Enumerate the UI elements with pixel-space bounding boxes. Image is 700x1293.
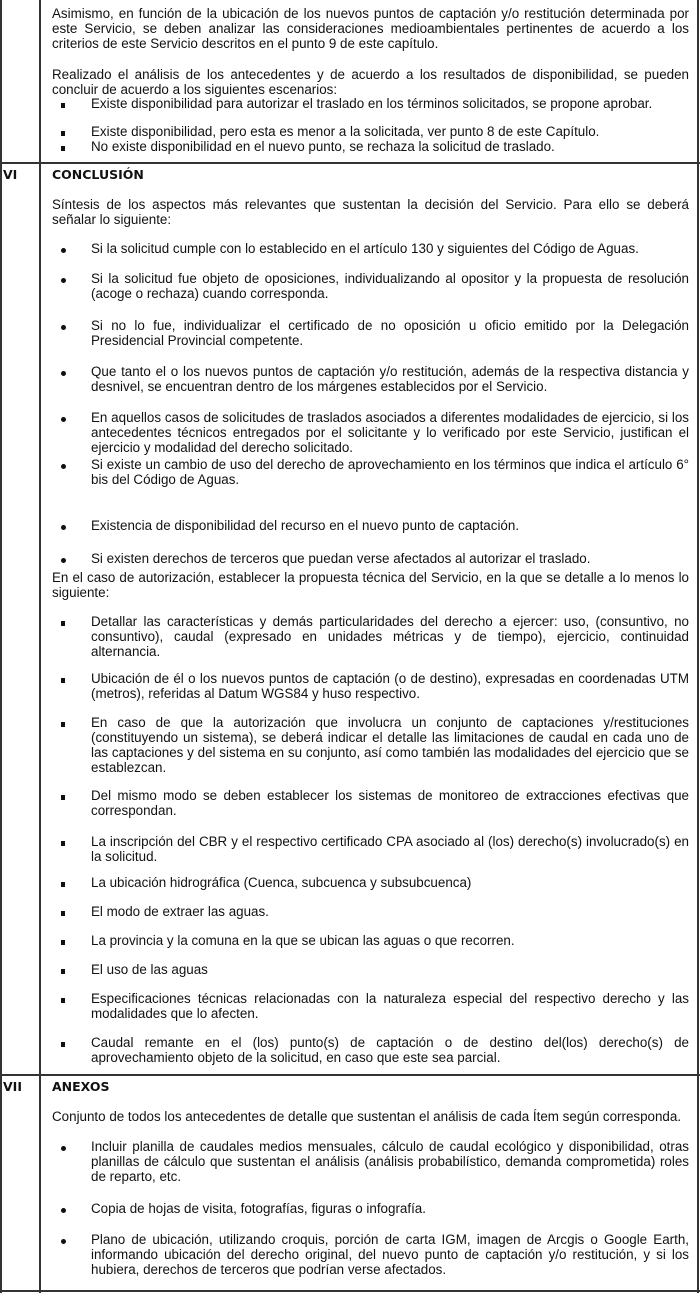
square-bullet-icon xyxy=(61,904,65,919)
list-item-text: No existe disponibilidad en el nuevo punto, se rechaza la solicitud de traslado. xyxy=(91,139,555,154)
list-item xyxy=(52,788,689,818)
paragraph: Asimismo, en función de la ubicación de los nuevos puntos de captación y/o restitución determinada por este Servicio, se deben analizar las consideraciones medioambientales pertinentes de acuerdo a los criterios de este Servicio descritos en el punto 9 de este capítulo. xyxy=(52,6,689,51)
square-bullet-icon xyxy=(61,139,65,154)
list-item-text: Copia de hojas de visita, fotografías, figuras o infografía. xyxy=(91,1201,426,1216)
list-item-text: Incluir planilla de caudales medios mensuales, cálculo de caudal ecológico y disponibilidad, otras planillas de cálculo que sustentan el análisis (análisis probabilístico, demanda comprometida) roles de reparto, etc. xyxy=(91,1139,689,1184)
row-divider-vi xyxy=(0,162,700,164)
list-item xyxy=(52,410,689,455)
list-item xyxy=(52,271,689,301)
list-item-text: La inscripción del CBR y el respectivo certificado CPA asociado al (los) derecho(s) involucrado(s) en la solicitud. xyxy=(91,834,689,864)
square-bullet-icon xyxy=(61,788,65,803)
list-item-text: Si la solicitud cumple con lo establecido en el artículo 130 y siguientes del Código de Aguas. xyxy=(91,241,639,256)
list-item xyxy=(52,1232,689,1277)
table-border-bottom xyxy=(0,1290,700,1292)
round-bullet-icon xyxy=(61,551,66,566)
square-bullet-icon xyxy=(61,671,65,686)
list-item-text: Ubicación de él o los nuevos puntos de captación (o de destino), expresadas en coordenadas UTM (metros), referidas al Datum WGS84 y huso respectivo. xyxy=(91,671,689,701)
square-bullet-icon xyxy=(61,933,65,948)
list-item-text: Plano de ubicación, utilizando croquis, porción de carta IGM, imagen de Arcgis o Google Earth, informando ubicación del derecho original, del nuevo punto de captación y/o restitución, y si los hubiera, derechos de terceros que podrían verse afectados. xyxy=(91,1232,689,1277)
round-bullet-icon xyxy=(61,241,66,256)
list-item-text: Que tanto el o los nuevos puntos de captación y/o restitución, además de la respectiva distancia y desnivel, se encuentran dentro de los márgenes establecidos por el Servicio. xyxy=(91,364,689,394)
round-bullet-icon xyxy=(61,318,66,333)
list-item-text: Caudal remante en el (los) punto(s) de captación o de destino del(los) derecho(s) de aprovechamiento objeto de la solicitud, en caso que este sea parcial. xyxy=(91,1035,689,1065)
list-item xyxy=(52,991,689,1021)
square-bullet-icon xyxy=(61,614,65,629)
table-border-left xyxy=(0,0,2,1293)
list-item-text: Existe disponibilidad para autorizar el traslado en los términos solicitados, se propone aprobar. xyxy=(91,96,653,111)
section-title: ANEXOS xyxy=(52,1079,110,1094)
list-item-text: Detallar las características y demás particularidades del derecho a ejercer: uso, (consuntivo, no consuntivo), caudal (expresado en unidades métricas y de tiempo), ejercicio, continuidad alternancia. xyxy=(91,614,689,659)
list-item xyxy=(52,457,689,487)
paragraph: En el caso de autorización, establecer la propuesta técnica del Servicio, en la que se detalle a lo menos lo siguiente: xyxy=(52,570,689,600)
list-item xyxy=(52,933,689,948)
list-item-text: Especificaciones técnicas relacionadas con la naturaleza especial del respectivo derecho y las modalidades que lo afecten. xyxy=(91,991,689,1021)
table-border-right xyxy=(697,0,699,1293)
paragraph: Síntesis de los aspectos más relevantes que sustentan la decisión del Servicio. Para ello se deberá señalar lo siguiente: xyxy=(52,197,689,227)
round-bullet-icon xyxy=(61,518,66,533)
list-item xyxy=(52,318,689,348)
round-bullet-icon xyxy=(61,1201,66,1216)
list-item xyxy=(52,671,689,701)
round-bullet-icon xyxy=(61,364,66,379)
list-item-text: Del mismo modo se deben establecer los sistemas de monitoreo de extracciones efectivas que correspondan. xyxy=(91,788,689,818)
list-item-text: Si existen derechos de terceros que puedan verse afectados al autorizar el traslado. xyxy=(91,551,591,566)
list-item xyxy=(52,96,689,111)
list-item-text: La provincia y la comuna en la que se ubican las aguas o que recorren. xyxy=(91,933,515,948)
list-item-text: El uso de las aguas xyxy=(91,962,208,977)
list-item xyxy=(52,834,689,864)
list-item xyxy=(52,904,689,919)
square-bullet-icon xyxy=(61,991,65,1006)
list-item xyxy=(52,124,689,139)
list-item-text: En aquellos casos de solicitudes de traslados asociados a diferentes modalidades de ejercicio, si los antecedentes técnicos entregados por el solicitante y lo verificado por este Servicio, justifican el ejercicio y modalidad del derecho solicitado. xyxy=(91,410,689,455)
list-item-text: Si existe un cambio de uso del derecho de aprovechamiento en los términos que indica el artículo 6° bis del Código de Aguas. xyxy=(91,457,689,487)
list-item xyxy=(52,1139,689,1184)
section-title: CONCLUSIÓN xyxy=(52,167,144,182)
list-item xyxy=(52,364,689,394)
list-item xyxy=(52,241,689,256)
square-bullet-icon xyxy=(61,124,65,139)
list-item xyxy=(52,139,689,154)
round-bullet-icon xyxy=(61,410,66,425)
table-column-divider xyxy=(39,0,41,1293)
round-bullet-icon xyxy=(61,457,66,472)
square-bullet-icon xyxy=(61,962,65,977)
square-bullet-icon xyxy=(61,96,65,111)
list-item xyxy=(52,614,689,659)
list-item-text: Si la solicitud fue objeto de oposiciones, individualizando al opositor y la propuesta de resolución (acoge o rechaza) cuando corresponda. xyxy=(91,271,689,301)
list-item-text: La ubicación hidrográfica (Cuenca, subcuenca y subsubcuenca) xyxy=(91,875,472,890)
section-number: VI xyxy=(3,167,18,182)
list-item-text: En caso de que la autorización que involucra un conjunto de captaciones y/restituciones (constituyendo un sistema), se deberá indicar el detalle las limitaciones de caudal en cada uno de las captaciones y del sistema en su conjunto, así como también las modalidades del ejercicio que se establezcan. xyxy=(91,715,689,775)
round-bullet-icon xyxy=(61,1139,66,1154)
list-item xyxy=(52,1201,689,1216)
round-bullet-icon xyxy=(61,271,66,286)
square-bullet-icon xyxy=(61,834,65,849)
square-bullet-icon xyxy=(61,715,65,730)
list-item-text: Si no lo fue, individualizar el certificado de no oposición u oficio emitido por la Delegación Presidencial Provincial competente. xyxy=(91,318,689,348)
list-item xyxy=(52,715,689,775)
list-item-text: Existencia de disponibilidad del recurso en el nuevo punto de captación. xyxy=(91,518,520,533)
list-item-text: Existe disponibilidad, pero esta es menor a la solicitada, ver punto 8 de este Capítulo. xyxy=(91,124,600,139)
list-item xyxy=(52,551,689,566)
round-bullet-icon xyxy=(61,1232,66,1247)
paragraph: Realizado el análisis de los antecedentes y de acuerdo a los resultados de disponibilidad, se pueden concluir de acuerdo a los siguientes escenarios: xyxy=(52,67,689,97)
row-divider-vii xyxy=(0,1074,700,1076)
list-item xyxy=(52,962,689,977)
square-bullet-icon xyxy=(61,1035,65,1050)
list-item xyxy=(52,1035,689,1065)
square-bullet-icon xyxy=(61,875,65,890)
list-item xyxy=(52,875,689,890)
section-number: VII xyxy=(3,1079,22,1094)
paragraph: Conjunto de todos los antecedentes de detalle que sustentan el análisis de cada Ítem según corresponda. xyxy=(52,1109,682,1124)
list-item-text: El modo de extraer las aguas. xyxy=(91,904,269,919)
list-item xyxy=(52,518,689,533)
